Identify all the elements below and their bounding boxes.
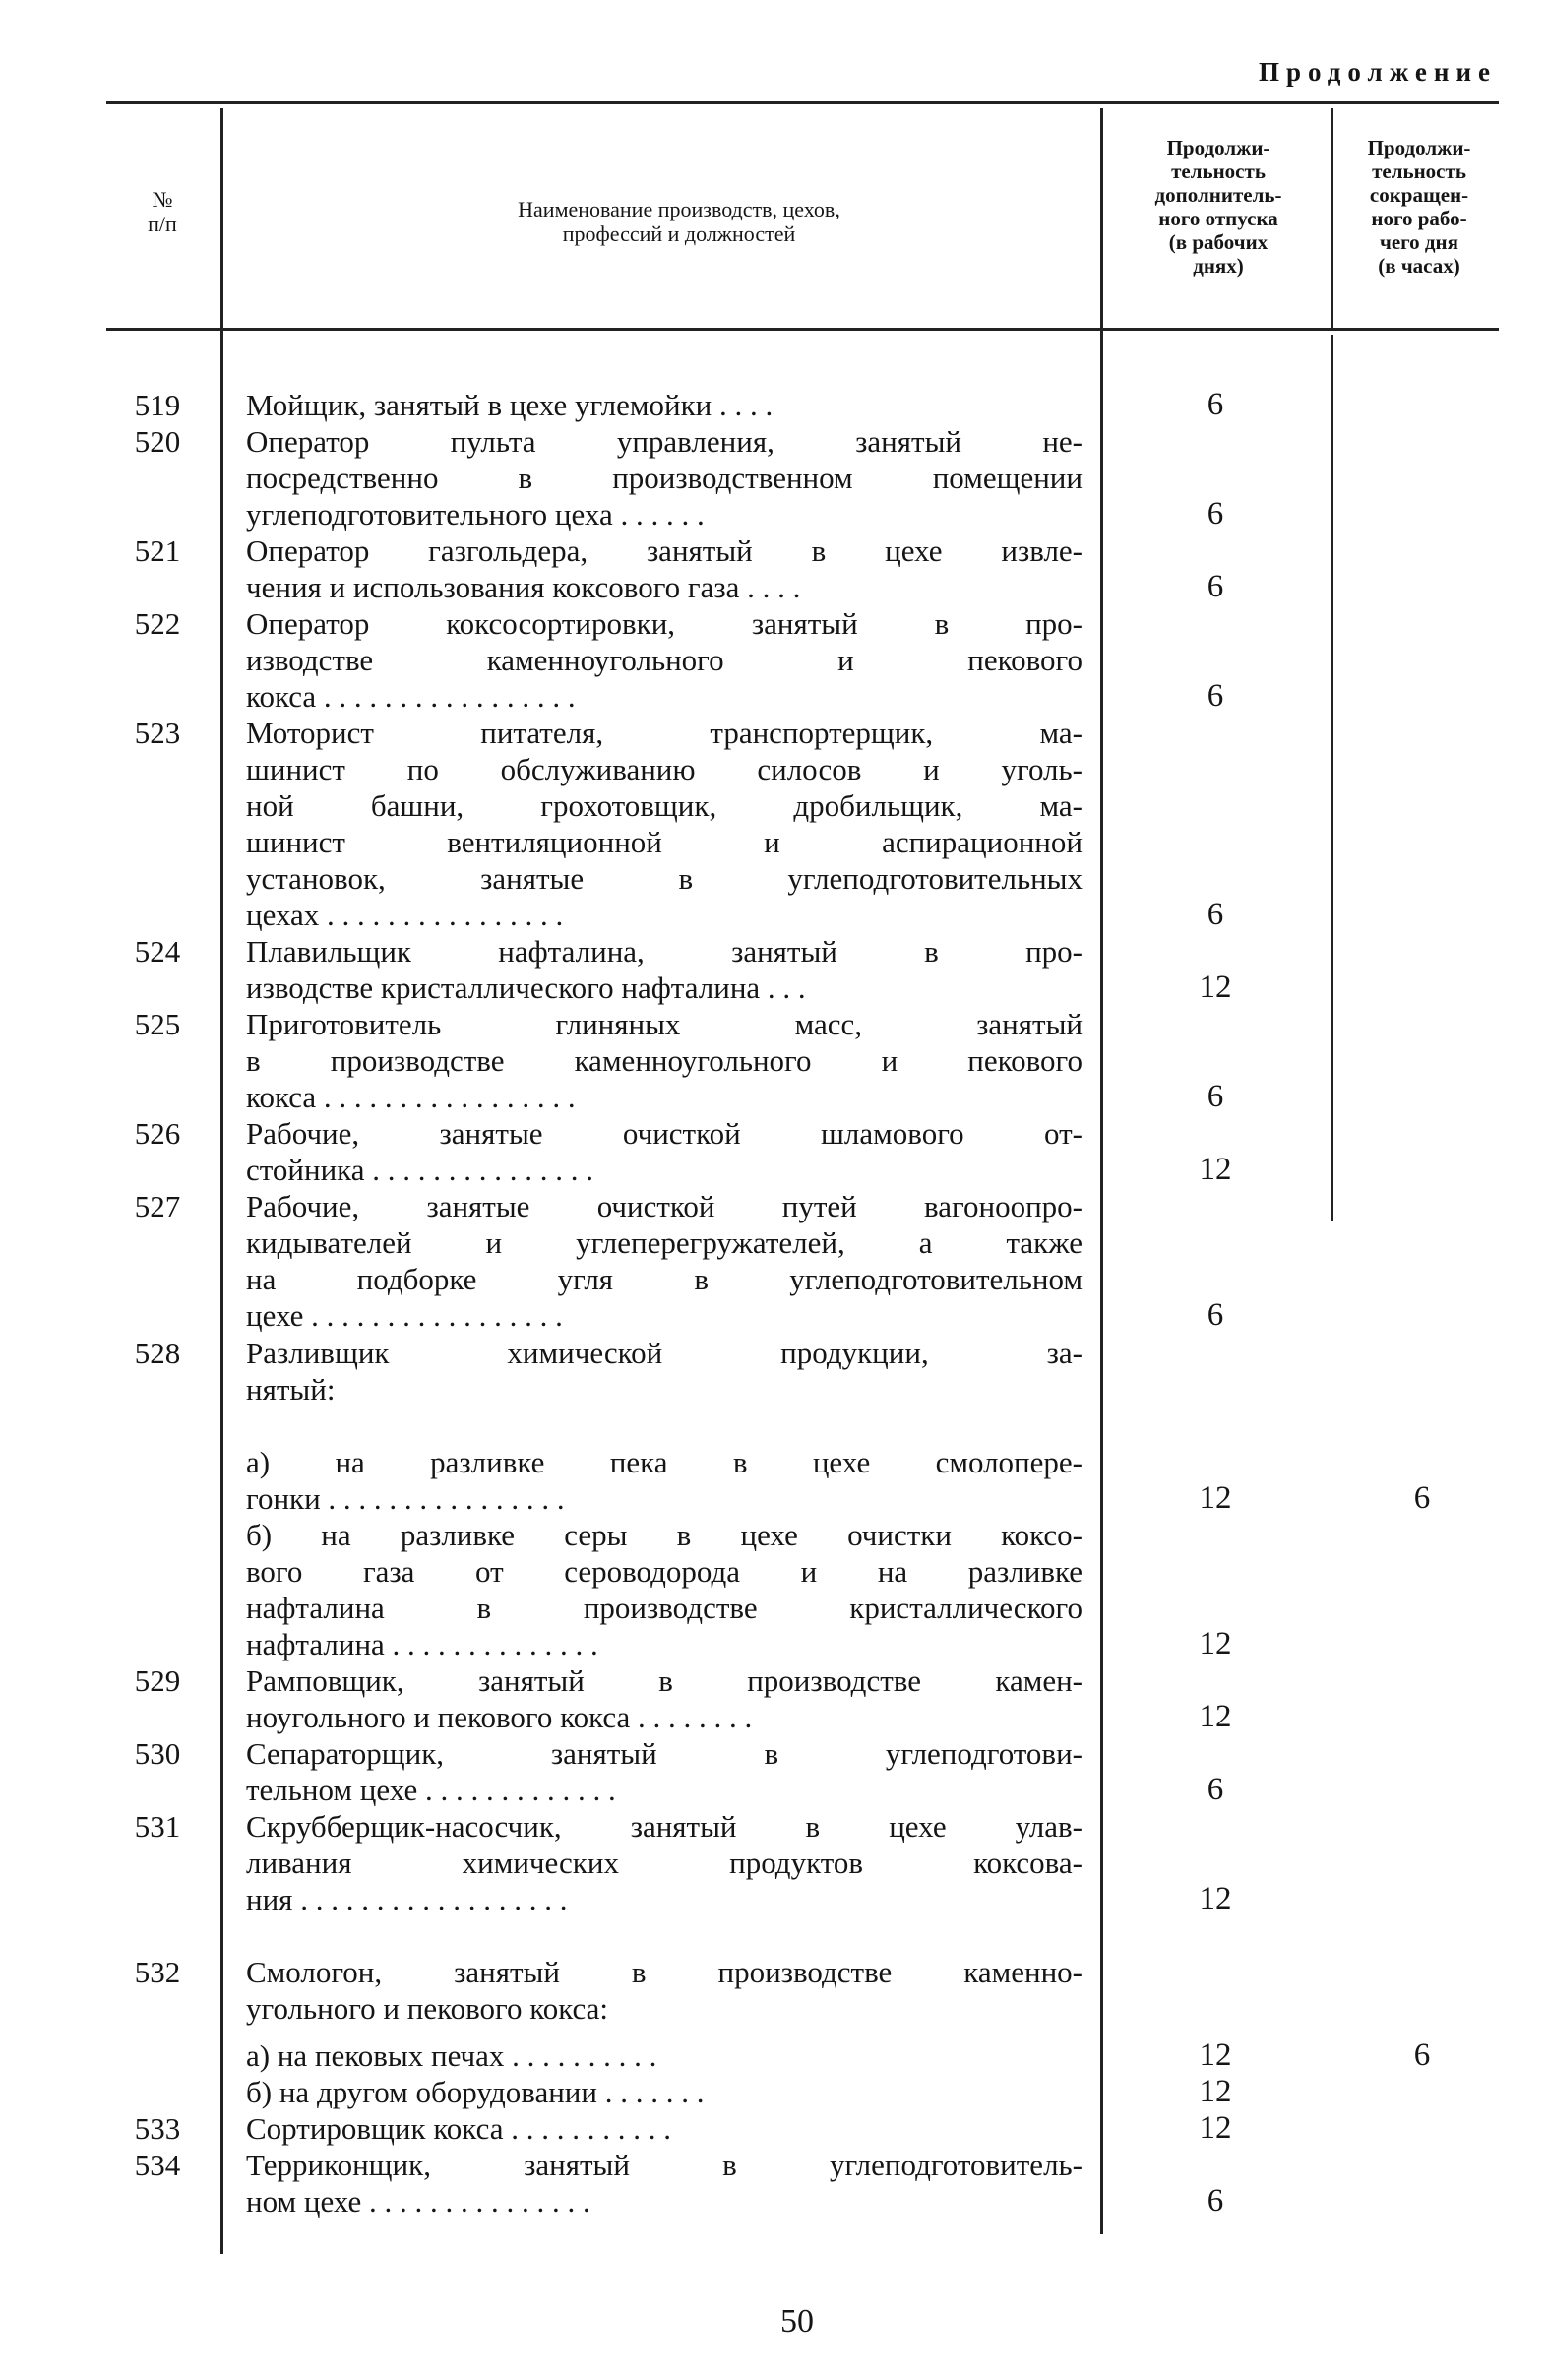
row-text-line: нафталина в производстве кристаллического — [246, 1591, 1083, 1625]
row-text-line: Скрубберщик-насосчик, занятый в цехе улав- — [246, 1809, 1083, 1844]
row-text-line: б) на другом оборудовании . . . . . . . — [246, 2075, 705, 2109]
page-number: 50 — [780, 2303, 814, 2340]
row-number: 530 — [134, 1736, 181, 1771]
row-text-line: изводстве каменноугольного и пекового — [246, 643, 1083, 677]
row-text-line: чения и использования коксового газа . . . . — [246, 570, 801, 604]
row-text-line: Разливщик химической продукции, за- — [246, 1336, 1083, 1370]
row-description — [246, 1517, 1083, 1662]
row-text-line: установок, занятые в углеподготовительных — [246, 861, 1083, 896]
row-description — [246, 1115, 1083, 1188]
row-text-line: ном цехе . . . . . . . . . . . . . . . — [246, 2184, 590, 2219]
column-divider-2 — [1100, 108, 1103, 2234]
row-leave-days: 6 — [1207, 897, 1224, 932]
row-text-line: цехе . . . . . . . . . . . . . . . . . — [246, 1298, 563, 1333]
row-description — [246, 2147, 1083, 2220]
row-day-hours: 6 — [1413, 1480, 1431, 1516]
row-number: 521 — [134, 533, 181, 568]
row-description — [246, 532, 1083, 605]
row-description — [246, 605, 1083, 715]
row-number: 531 — [134, 1809, 181, 1844]
header-bottom-rule — [106, 328, 1499, 331]
row-text-line: на подборке угля в углеподготовительном — [246, 1262, 1083, 1296]
row-text-line: шинист по обслуживанию силосов и уголь- — [246, 752, 1083, 786]
row-number: 523 — [134, 716, 181, 750]
row-number: 533 — [134, 2111, 181, 2146]
row-leave-days: 6 — [1207, 569, 1224, 604]
row-text-line: стойника . . . . . . . . . . . . . . . — [246, 1153, 594, 1187]
row-description — [246, 715, 1083, 933]
row-text-line: Плавильщик нафталина, занятый в про- — [246, 934, 1083, 969]
row-text-line: ливания химических продуктов коксова- — [246, 1846, 1083, 1880]
row-text-line: изводстве кристаллического нафталина . . . — [246, 971, 806, 1005]
table-top-rule — [106, 101, 1499, 104]
row-description — [246, 1735, 1083, 1808]
row-text-line: Сортировщик кокса . . . . . . . . . . . — [246, 2111, 671, 2146]
row-leave-days: 6 — [1207, 678, 1224, 714]
row-leave-days: 6 — [1207, 1297, 1224, 1333]
row-text-line: углеподготовительного цеха . . . . . . — [246, 497, 705, 532]
row-text-line: ноугольного и пекового кокса . . . . . . . . — [246, 1700, 753, 1734]
row-text-line: Оператор коксосортировки, занятый в про- — [246, 606, 1083, 641]
row-text-line: ния . . . . . . . . . . . . . . . . . . — [246, 1882, 568, 1916]
row-number: 529 — [134, 1663, 181, 1698]
row-text-line: Мойщик, занятый в цехе углемойки . . . . — [246, 388, 774, 422]
row-leave-days: 6 — [1207, 1772, 1224, 1807]
row-text-line: кокса . . . . . . . . . . . . . . . . . — [246, 679, 576, 714]
row-description — [246, 1006, 1083, 1115]
row-leave-days: 12 — [1199, 1152, 1232, 1187]
row-description — [246, 2110, 1083, 2147]
column-divider-3 — [1331, 108, 1333, 330]
row-description — [246, 387, 1083, 423]
row-text-line: кокса . . . . . . . . . . . . . . . . . — [246, 1080, 576, 1114]
row-text-line: ной башни, грохотовщик, дробильщик, ма- — [246, 788, 1083, 823]
row-number: 522 — [134, 606, 181, 641]
row-description — [246, 1954, 1083, 2027]
row-leave-days: 12 — [1199, 2037, 1232, 2073]
row-text-line: цехах . . . . . . . . . . . . . . . . — [246, 898, 564, 932]
row-description — [246, 423, 1083, 532]
row-text-line: Оператор газгольдера, занятый в цехе извле- — [246, 533, 1083, 568]
row-text-line: Рабочие, занятые очисткой путей вагоноопро- — [246, 1189, 1083, 1223]
row-leave-days: 12 — [1199, 1626, 1232, 1661]
row-number: 526 — [134, 1116, 181, 1151]
row-description — [246, 1335, 1083, 1408]
column-divider-3-lower — [1331, 335, 1333, 1221]
row-leave-days: 12 — [1199, 1881, 1232, 1916]
row-text-line: Оператор пульта управления, занятый не- — [246, 424, 1083, 459]
row-number: 534 — [134, 2148, 181, 2182]
row-description — [246, 1188, 1083, 1334]
row-day-hours: 6 — [1413, 2037, 1431, 2073]
row-text-line: Приготовитель глиняных масс, занятый — [246, 1007, 1083, 1041]
row-text-line: тельном цехе . . . . . . . . . . . . . — [246, 1773, 616, 1807]
row-text-line: Сепараторщик, занятый в углеподготови- — [246, 1736, 1083, 1771]
header-leave: Продолжи- тельность дополнитель- ного отпуска (в рабочих днях) — [1154, 136, 1282, 278]
row-leave-days: 12 — [1199, 2110, 1232, 2146]
row-number: 520 — [134, 424, 181, 459]
row-text-line: в производстве каменноугольного и пекового — [246, 1043, 1083, 1078]
row-description — [246, 1808, 1083, 1917]
continuation-label: Продолжение — [1259, 57, 1497, 87]
row-description — [246, 2074, 1083, 2110]
header-day: Продолжи- тельность сокращен- ного рабо- чего дня (в часах) — [1367, 136, 1471, 278]
row-text-line: нафталина . . . . . . . . . . . . . . — [246, 1627, 598, 1661]
row-leave-days: 12 — [1199, 1480, 1232, 1516]
row-text-line: шинист вентиляционной и аспирационной — [246, 825, 1083, 859]
row-leave-days: 6 — [1207, 387, 1224, 422]
row-leave-days: 12 — [1199, 2074, 1232, 2109]
row-text-line: Смологон, занятый в производстве каменно- — [246, 1955, 1083, 1989]
row-text-line: вого газа от сероводорода и на разливке — [246, 1554, 1083, 1589]
row-text-line: посредственно в производственном помещении — [246, 461, 1083, 495]
row-text-line: кидывателей и углеперегружателей, а также — [246, 1225, 1083, 1260]
row-text-line: угольного и пекового кокса: — [246, 1991, 609, 2026]
row-number: 528 — [134, 1336, 181, 1370]
row-number: 532 — [134, 1955, 181, 1989]
row-text-line: Рабочие, занятые очисткой шламового от- — [246, 1116, 1083, 1151]
row-number: 527 — [134, 1189, 181, 1223]
row-description — [246, 2037, 1083, 2074]
row-text-line: Рамповщик, занятый в производстве камен- — [246, 1663, 1083, 1698]
row-leave-days: 6 — [1207, 1079, 1224, 1114]
row-text-line: а) на пековых печах . . . . . . . . . . — [246, 2038, 657, 2073]
row-leave-days: 6 — [1207, 496, 1224, 532]
row-number: 525 — [134, 1007, 181, 1041]
row-text-line: Терриконщик, занятый в углеподготовитель- — [246, 2148, 1083, 2182]
header-name: Наименование производств, цехов, профессий и должностей — [518, 197, 840, 246]
row-description — [246, 1662, 1083, 1735]
row-text-line: гонки . . . . . . . . . . . . . . . . — [246, 1481, 565, 1516]
row-text-line: а) на разливке пека в цехе смолопере- — [246, 1445, 1083, 1479]
row-text-line: б) на разливке серы в цехе очистки коксо- — [246, 1518, 1083, 1552]
row-description — [246, 933, 1083, 1006]
row-text-line: нятый: — [246, 1372, 336, 1407]
row-number: 519 — [134, 388, 181, 422]
row-text-line: Моторист питателя, транспортерщик, ма- — [246, 716, 1083, 750]
row-leave-days: 6 — [1207, 2183, 1224, 2219]
row-leave-days: 12 — [1199, 970, 1232, 1005]
header-num: № п/п — [148, 187, 177, 236]
column-divider-1 — [220, 108, 223, 2254]
row-description — [246, 1444, 1083, 1517]
row-number: 524 — [134, 934, 181, 969]
row-leave-days: 12 — [1199, 1699, 1232, 1734]
